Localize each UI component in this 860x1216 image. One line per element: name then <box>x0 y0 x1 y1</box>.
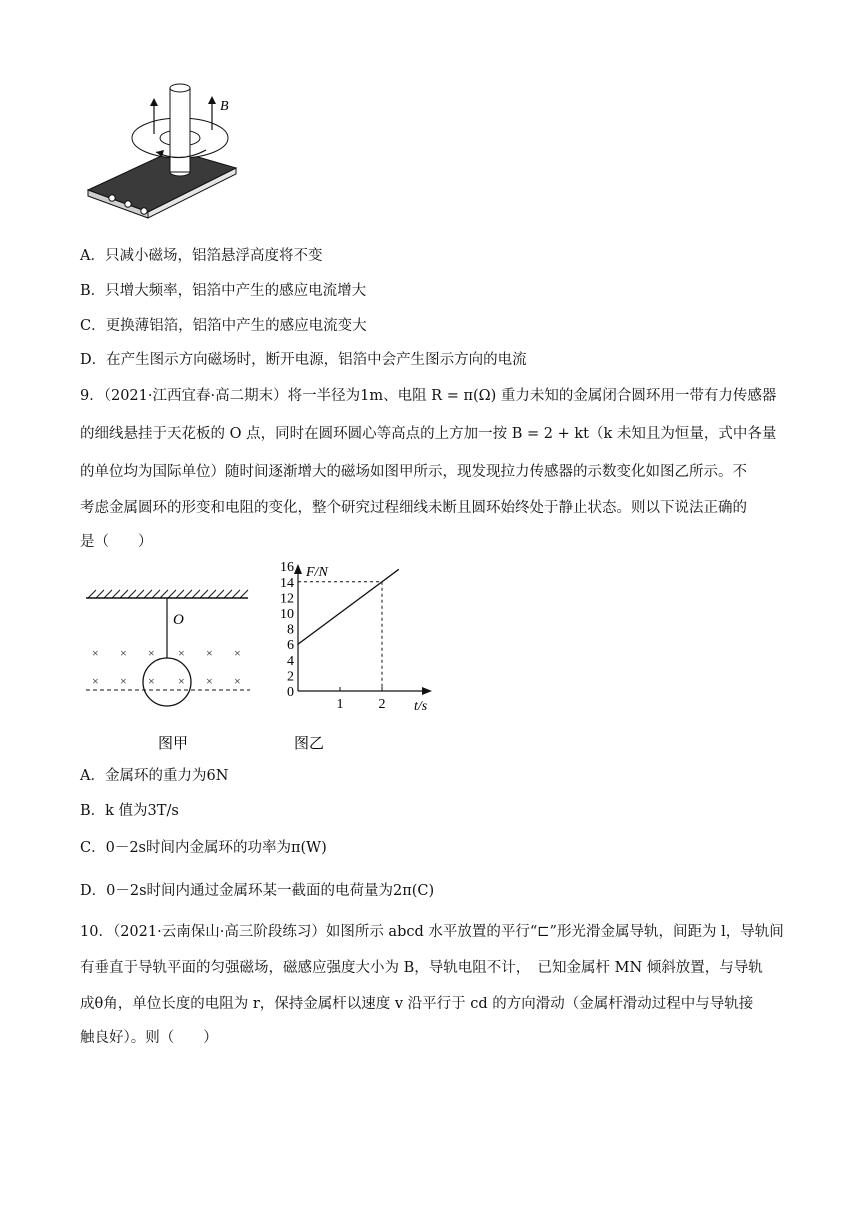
svg-text:×: × <box>234 646 241 660</box>
y-tick-label: 16 <box>280 560 294 576</box>
svg-text:×: × <box>92 646 99 660</box>
q9-figure-a <box>82 560 262 760</box>
q9-option-c: C．0－2s时间内金属环的功率为π(W) <box>80 840 327 856</box>
y-tick-label: 2 <box>287 669 294 685</box>
y-tick-label: 6 <box>287 638 294 654</box>
q9-option-b: B．k 值为3T/s <box>80 803 179 819</box>
y-tick-label: 14 <box>280 575 294 591</box>
q8-option-d: D．在产生图示方向磁场时，断开电源，铝箔中会产生图示方向的电流 <box>80 352 527 368</box>
y-tick-label: 8 <box>287 622 294 638</box>
y-tick-label: 10 <box>280 607 294 622</box>
y-tick-label: 12 <box>280 591 294 607</box>
q8-option-a: A．只减小磁场，铝箔悬浮高度将不变 <box>80 248 323 264</box>
svg-text:×: × <box>234 674 241 688</box>
svg-text:×: × <box>206 674 213 688</box>
q9-option-d: D．0－2s时间内通过金属环某一截面的电荷量为2π(C) <box>80 883 435 899</box>
q9-figure-b-chart <box>272 560 452 760</box>
svg-text:×: × <box>92 674 99 688</box>
svg-text:×: × <box>120 674 127 688</box>
x-tick-label: 2 <box>378 697 386 712</box>
q8-figure <box>82 72 242 232</box>
q9-option-a: A．金属环的重力为6N <box>80 768 229 784</box>
series-line <box>298 569 399 644</box>
svg-text:×: × <box>178 646 185 660</box>
q9-stem-line-3: 的单位均为国际单位）随时间逐渐增大的磁场如图甲所示，现发现拉力传感器的示数变化如图乙所示。不 <box>80 464 747 480</box>
figure-a-caption: 图甲 <box>158 736 189 752</box>
q9-stem-line-1: 9．（2021·江西宜春·高二期末）将一半径为1m、电阻 R = π(Ω) 重力未知的金属闭合圆环用一带有力传感器 <box>80 388 777 404</box>
svg-text:×: × <box>148 646 155 660</box>
svg-text:×: × <box>120 646 127 660</box>
suspension-point-label: O <box>173 612 184 628</box>
svg-text:×: × <box>148 674 155 688</box>
x-axis-arrow <box>422 687 432 695</box>
svg-text:×: × <box>206 646 213 660</box>
q10-stem-line-3: 成θ角，单位长度的电阻为 r，保持金属杆以速度 v 沿平行于 cd 的方向滑动（金属杆滑动过程中与导轨接 <box>80 996 754 1012</box>
q8-option-b: B．只增大频率，铝箔中产生的感应电流增大 <box>80 283 367 299</box>
y-axis-label: F/N <box>306 565 328 580</box>
y-tick-label: 4 <box>287 653 294 669</box>
q10-stem-line-2: 有垂直于导轨平面的匀强磁场，磁感应强度大小为 B，导轨电阻不计， 已知金属杆 MN 倾斜放置，与导轨 <box>80 960 763 976</box>
x-axis-label: t/s <box>414 699 428 714</box>
svg-text:×: × <box>178 674 185 688</box>
y-tick-label: 0 <box>287 685 294 700</box>
q9-stem-line-5: 是（ ） <box>80 534 153 550</box>
q10-stem-line-1: 10．（2021·云南保山·高三阶段练习）如图所示 abcd 水平放置的平行“⊏”形光滑金属导轨，间距为 l，导轨间 <box>80 924 784 940</box>
x-tick-label: 1 <box>336 697 344 712</box>
q9-stem-line-2: 的细线悬挂于天花板的 O 点，同时在圆环圆心等高点的上方加一按 B = 2 + kt（k 未知且为恒量，式中各量 <box>80 426 777 442</box>
figure-b-caption: 图乙 <box>294 736 325 752</box>
q10-stem-line-4: 触良好）。则（ ） <box>80 1030 218 1046</box>
magnetic-field-label: B <box>220 99 229 114</box>
y-axis-arrow <box>294 564 302 574</box>
q8-option-c: C．更换薄铝箔，铝箔中产生的感应电流变大 <box>80 318 367 334</box>
q9-stem-line-4: 考虑金属圆环的形变和电阻的变化，整个研究过程细线未断且圆环始终处于静止状态。则以下说法正确的 <box>80 500 747 516</box>
